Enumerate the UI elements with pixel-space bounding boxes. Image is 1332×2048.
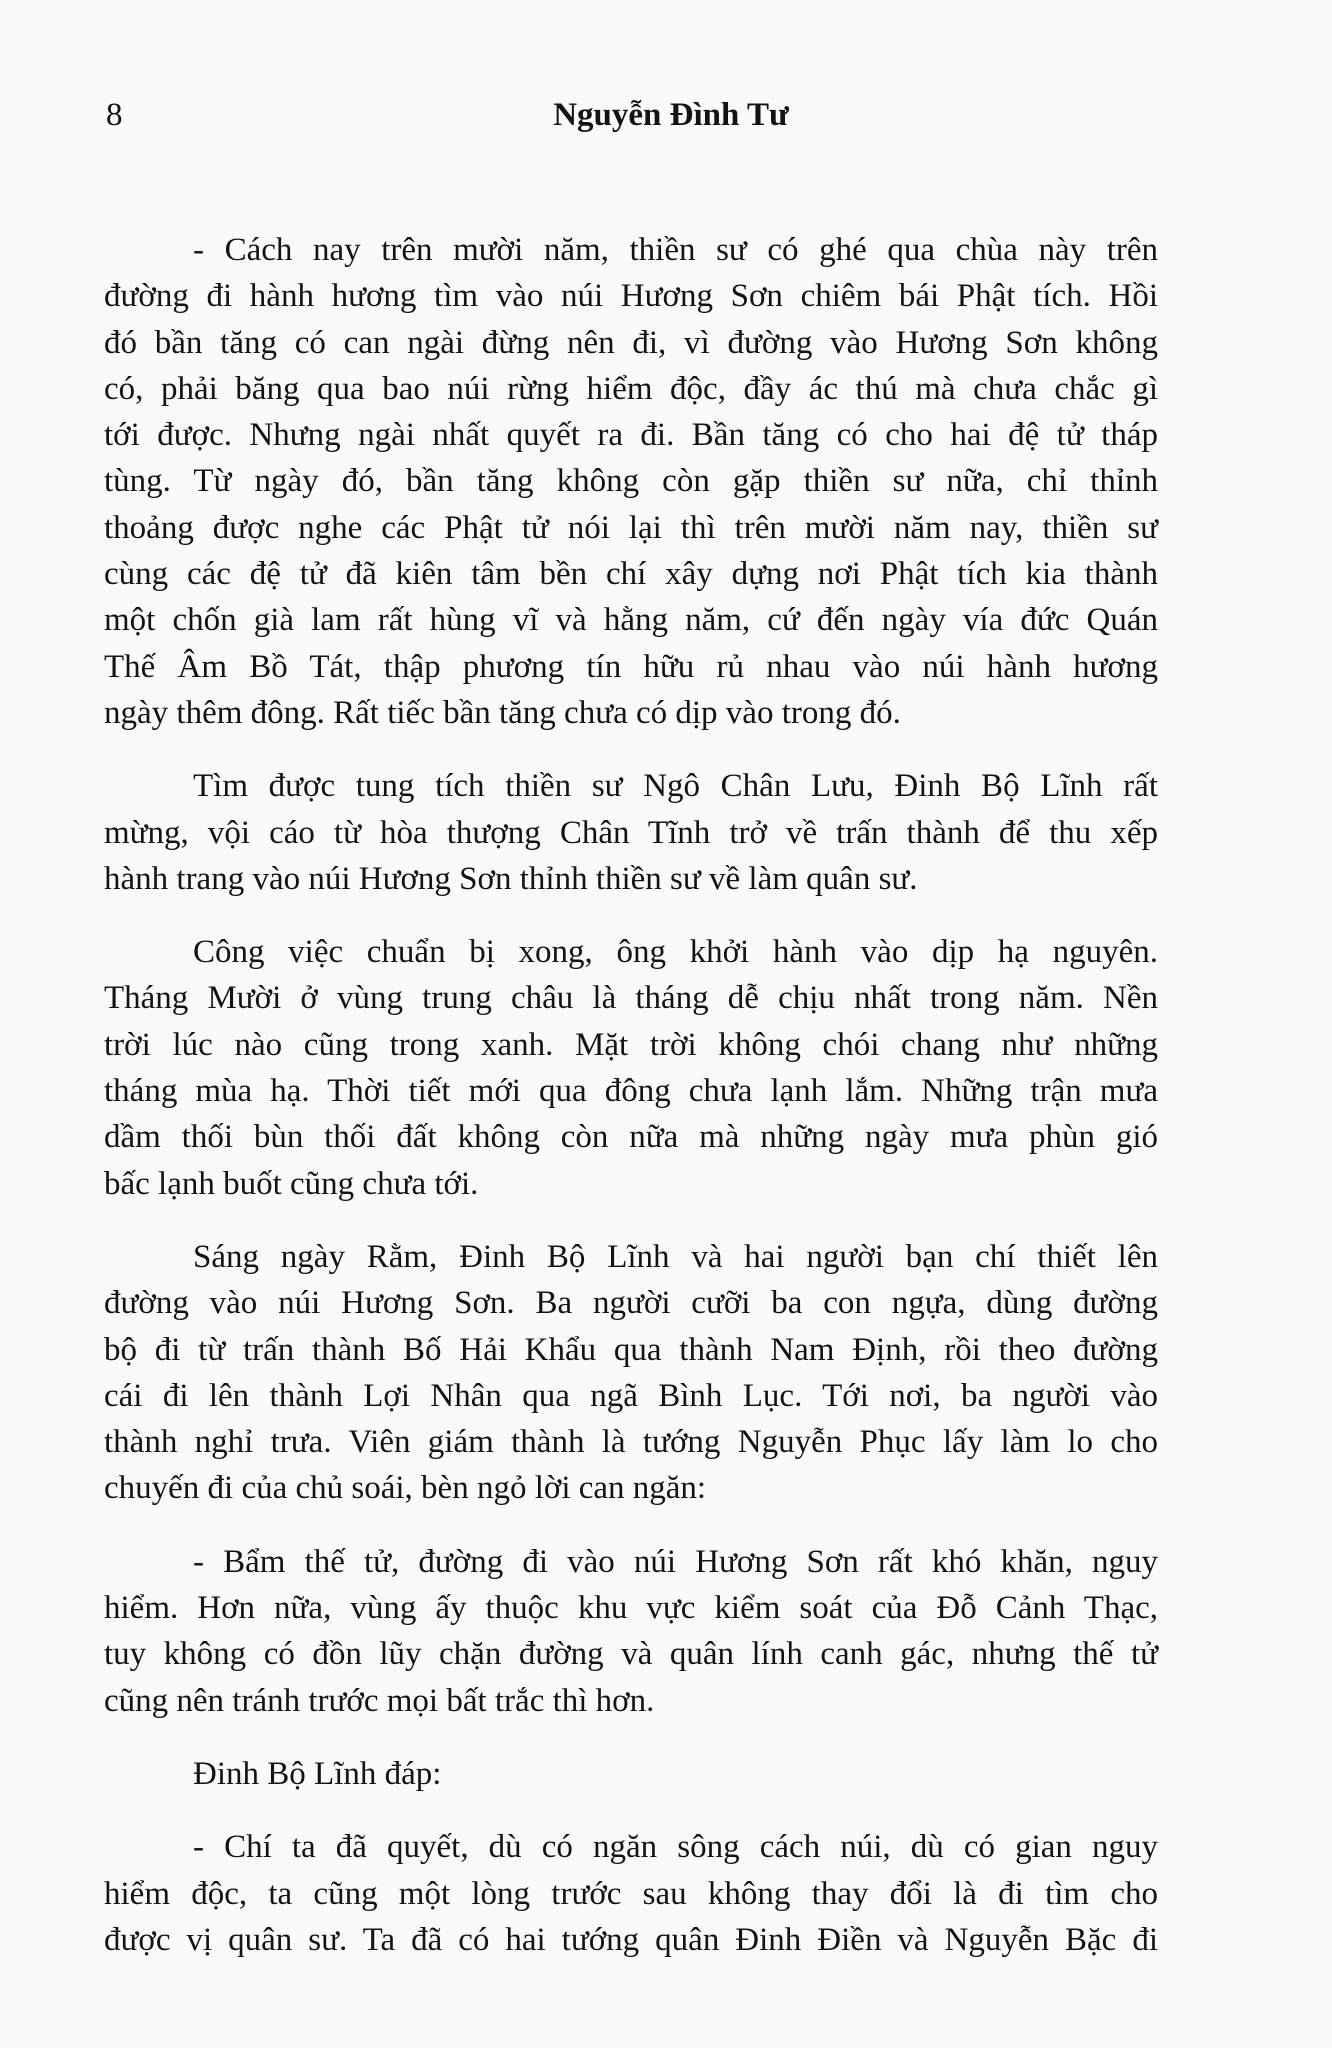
- paragraph: [104, 1824, 1158, 1963]
- text-line: đường đi hành hương tìm vào núi Hương Sơn chiêm bái Phật tích. Hồi: [104, 278, 1158, 315]
- page-number: 8: [106, 97, 123, 133]
- text-line: trời lúc nào cũng trong xanh. Mặt trời không chói chang như những: [104, 1026, 1158, 1063]
- page-header: [0, 92, 1332, 138]
- text-line: chuyến đi của chủ soái, bèn ngỏ lời can ngăn:: [104, 1470, 707, 1507]
- text-line: tới được. Nhưng ngài nhất quyết ra đi. Bần tăng có cho hai đệ tử tháp: [104, 417, 1158, 454]
- text-line: Thế Âm Bồ Tát, thập phương tín hữu rủ nhau vào núi hành hương: [104, 648, 1158, 685]
- text-line: tùng. Từ ngày đó, bần tăng không còn gặp thiền sư nữa, chỉ thỉnh: [104, 463, 1158, 500]
- text-line: hiểm độc, ta cũng một lòng trước sau không thay đổi là đi tìm cho: [104, 1875, 1158, 1912]
- running-title: Nguyễn Đình Tư: [553, 97, 789, 133]
- paragraph: [104, 1234, 1158, 1512]
- paragraph: [104, 929, 1158, 1207]
- body-text: [104, 227, 1158, 1990]
- text-line: một chốn già lam rất hùng vĩ và hằng năm, cứ đến ngày vía đức Quán: [104, 602, 1158, 639]
- paragraph: [104, 227, 1158, 736]
- text-line: thành nghỉ trưa. Viên giám thành là tướng Nguyễn Phục lấy làm lo cho: [104, 1424, 1158, 1461]
- text-line: được vị quân sư. Ta đã có hai tướng quân Đinh Điền và Nguyễn Bặc đi: [104, 1921, 1158, 1958]
- text-line: dầm thối bùn thối đất không còn nữa mà những ngày mưa phùn gió: [104, 1119, 1158, 1156]
- text-line: tuy không có đồn lũy chặn đường và quân lính canh gác, nhưng thế tử: [104, 1636, 1158, 1673]
- text-line: hành trang vào núi Hương Sơn thỉnh thiền sư về làm quân sư.: [104, 860, 918, 897]
- text-line: bấc lạnh buốt cũng chưa tới.: [104, 1165, 479, 1202]
- text-line: có, phải băng qua bao núi rừng hiểm độc, đầy ác thú mà chưa chắc gì: [104, 370, 1158, 407]
- text-line: - Bẩm thế tử, đường đi vào núi Hương Sơn rất khó khăn, nguy: [193, 1543, 1158, 1580]
- text-line: - Cách nay trên mười năm, thiền sư có ghé qua chùa này trên: [193, 232, 1158, 268]
- text-line: thoảng được nghe các Phật tử nói lại thì trên mười năm nay, thiền sư: [104, 509, 1158, 546]
- text-line: Công việc chuẩn bị xong, ông khởi hành vào dịp hạ nguyên.: [193, 934, 1158, 971]
- paragraph: [104, 1751, 1158, 1797]
- text-line: Tháng Mười ở vùng trung châu là tháng dễ chịu nhất trong năm. Nền: [104, 980, 1158, 1017]
- text-line: cái đi lên thành Lợi Nhân qua ngã Bình Lục. Tới nơi, ba người vào: [104, 1377, 1158, 1414]
- text-line: đó bần tăng có can ngài đừng nên đi, vì đường vào Hương Sơn không: [104, 324, 1158, 361]
- text-line: cũng nên tránh trước mọi bất trắc thì hơn.: [104, 1682, 655, 1719]
- text-line: hiểm. Hơn nữa, vùng ấy thuộc khu vực kiểm soát của Đỗ Cảnh Thạc,: [104, 1590, 1158, 1627]
- text-line: tháng mùa hạ. Thời tiết mới qua đông chưa lạnh lắm. Những trận mưa: [104, 1073, 1158, 1110]
- text-line: Sáng ngày Rằm, Đinh Bộ Lĩnh và hai người bạn chí thiết lên: [193, 1238, 1158, 1275]
- paragraph: [104, 1539, 1158, 1724]
- text-line: cùng các đệ tử đã kiên tâm bền chí xây dựng nơi Phật tích kia thành: [104, 556, 1158, 593]
- text-line: mừng, vội cáo từ hòa thượng Chân Tĩnh trở về trấn thành để thu xếp: [104, 814, 1158, 851]
- text-line: - Chí ta đã quyết, dù có ngăn sông cách núi, dù có gian nguy: [193, 1829, 1158, 1866]
- text-line: Tìm được tung tích thiền sư Ngô Chân Lưu, Đinh Bộ Lĩnh rất: [193, 768, 1158, 805]
- text-line: bộ đi từ trấn thành Bố Hải Khẩu qua thành Nam Định, rồi theo đường: [104, 1331, 1158, 1368]
- text-line: ngày thêm đông. Rất tiếc bần tăng chưa có dịp vào trong đó.: [104, 694, 901, 731]
- paragraph: [104, 763, 1158, 902]
- text-line: Đinh Bộ Lĩnh đáp:: [193, 1755, 442, 1792]
- text-line: đường vào núi Hương Sơn. Ba người cưỡi ba con ngựa, dùng đường: [104, 1285, 1158, 1322]
